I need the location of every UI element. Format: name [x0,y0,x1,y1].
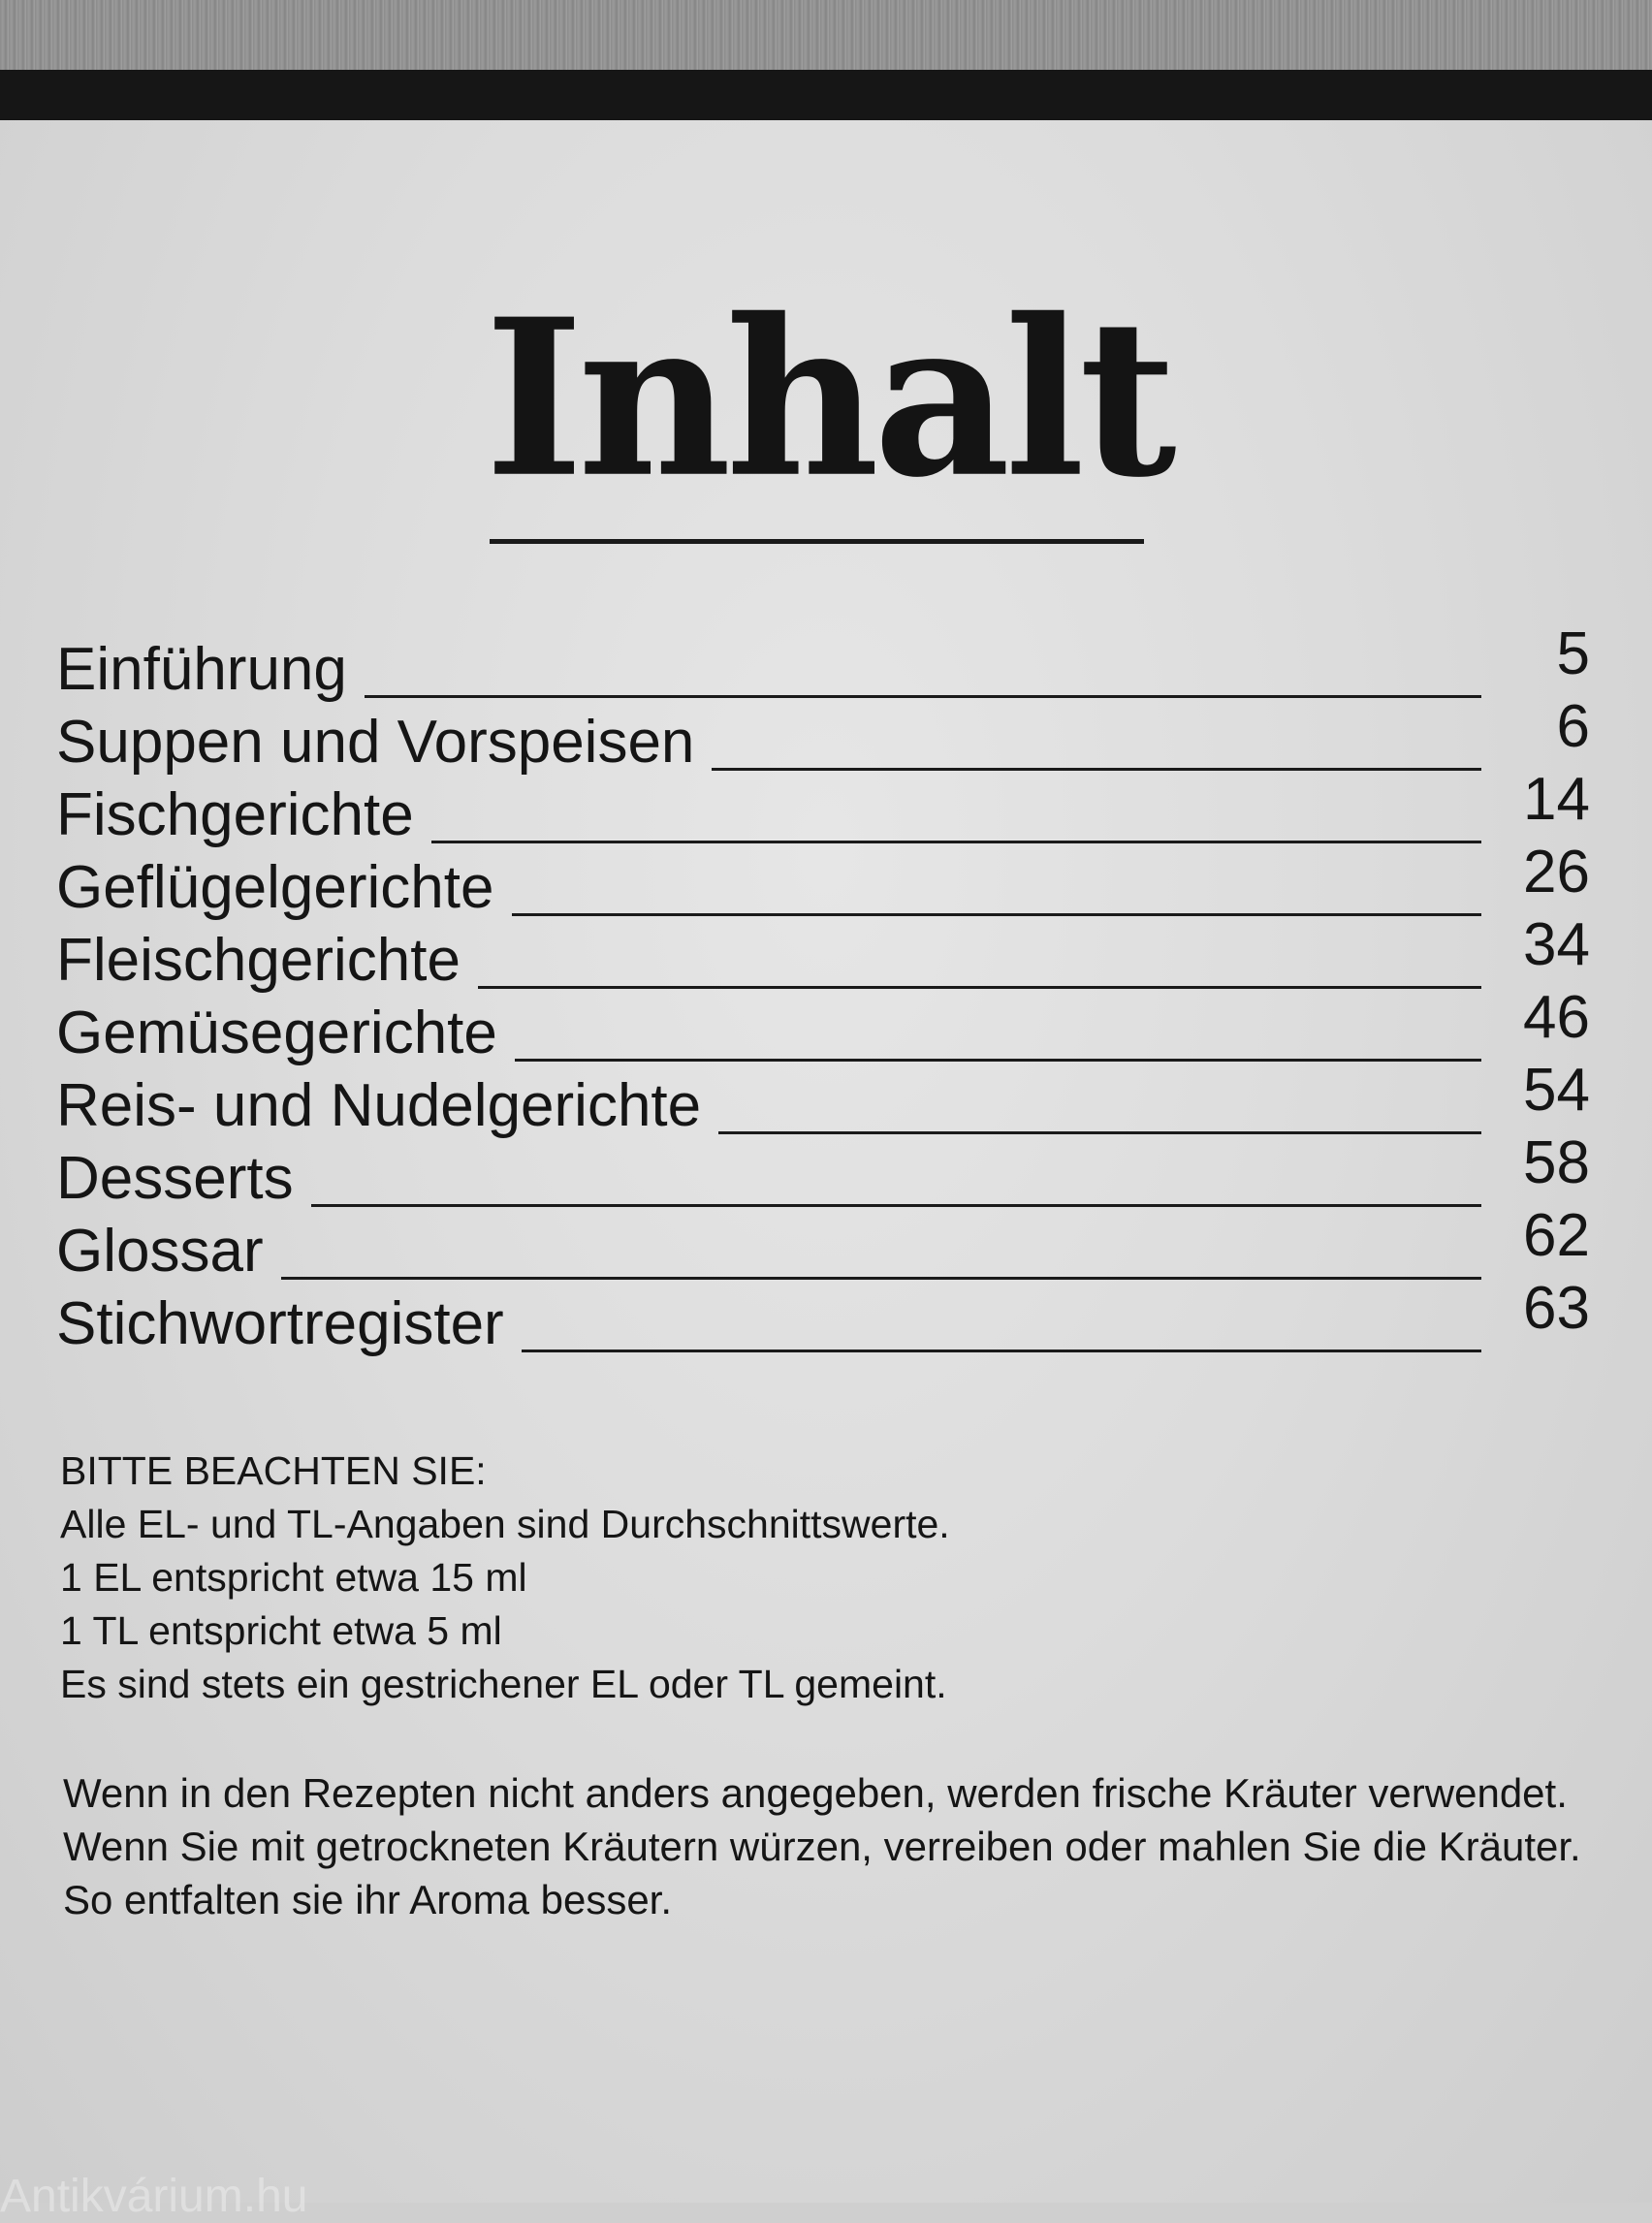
notice-line: 1 EL entspricht etwa 15 ml [60,1555,527,1600]
toc-entry-page: 6 [1556,693,1590,760]
toc-entry-page: 62 [1523,1202,1590,1269]
toc-entry-label: Stichwortregister [56,1290,504,1357]
toc-entry [56,1275,1590,1362]
toc-entry-label: Suppen und Vorspeisen [56,709,695,776]
toc-entry [56,1202,1590,1289]
toc-entry [56,1129,1590,1217]
page-title: Inhalt [485,271,1171,525]
toc-leader-line [281,1277,1481,1280]
notice-heading: BITTE BEACHTEN SIE: [60,1448,487,1493]
toc-leader-line [712,768,1481,771]
herbs-paragraph: Wenn in den Rezepten nicht anders angegeben, werden frische Kräuter verwendet. Wenn Sie mit getrockneten Kräutern würzen, verreiben oder mahlen Sie die Kräuter. So entfalten sie ihr Aroma besser. [63,1770,1581,1922]
toc-entry-page: 58 [1523,1129,1590,1196]
toc-entry-label: Reis- und Nudelgerichte [56,1072,702,1139]
toc-entry [56,839,1590,926]
notice-line: Es sind stets ein gestrichener EL oder TL gemeint. [60,1662,947,1706]
toc-entry [56,620,1590,708]
toc-entry [56,984,1590,1071]
toc-leader-line [365,695,1481,698]
book-binding-edge [0,70,1652,120]
toc-entry [56,693,1590,780]
toc-entry-page: 26 [1523,839,1590,905]
toc-entry-label: Fleischgerichte [56,927,461,994]
toc-leader-line [512,913,1482,916]
toc-entry-label: Gemüsegerichte [56,1000,497,1066]
toc-leader-line [431,841,1481,843]
toc-entry-page: 5 [1556,620,1590,687]
toc-entry-page: 46 [1523,984,1590,1051]
measurement-notice [60,1445,1573,1711]
toc-entry-label: Einführung [56,636,347,703]
toc-leader-line [311,1204,1481,1207]
toc-entry-page: 63 [1523,1275,1590,1342]
toc-entry-page: 14 [1523,766,1590,833]
toc-entry-page: 34 [1523,911,1590,978]
toc-entry [56,1057,1590,1144]
notice-line: 1 TL entspricht etwa 5 ml [60,1608,502,1653]
toc-entry [56,911,1590,999]
toc-entry-label: Glossar [56,1218,264,1285]
toc-entry [56,766,1590,853]
toc-entry-label: Desserts [56,1145,294,1212]
notice-line: Alle EL- und TL-Angaben sind Durchschnittswerte. [60,1502,950,1546]
background-wall [0,0,1652,78]
toc-entry-page: 54 [1523,1057,1590,1124]
watermark: Antikvárium.hu [0,2171,308,2222]
title-underline [490,539,1144,544]
toc-entry-label: Fischgerichte [56,781,414,848]
toc-leader-line [718,1131,1481,1134]
toc-leader-line [515,1059,1481,1062]
toc-leader-line [478,986,1481,989]
toc-entry-label: Geflügelgerichte [56,854,494,921]
toc-leader-line [522,1350,1481,1352]
table-of-contents [56,620,1590,1362]
